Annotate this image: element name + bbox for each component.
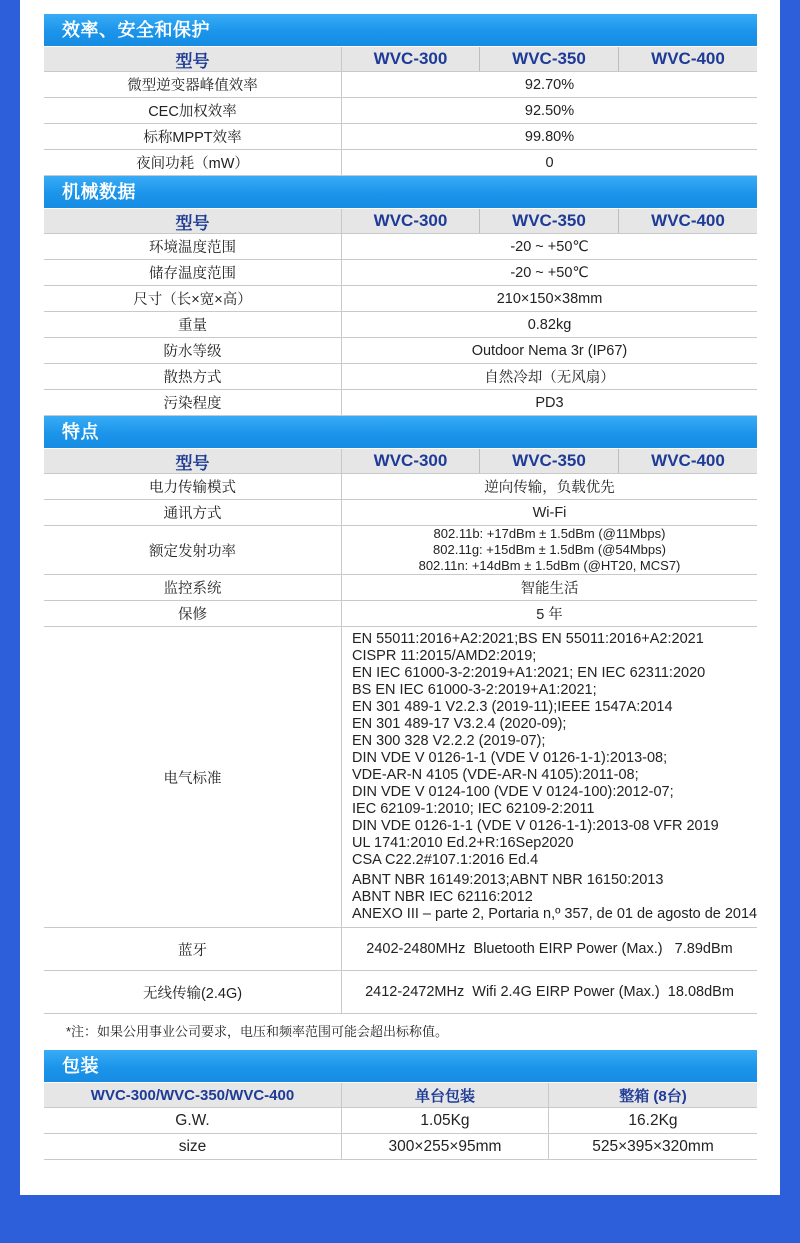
packaging-header-single: 单台包装: [342, 1083, 549, 1107]
spec-row-wifi: [44, 971, 757, 1014]
packaging-label: size: [44, 1134, 342, 1159]
standard-item: EN 301 489-17 V3.2.4 (2020-09);: [352, 716, 567, 732]
standard-item: DIN VDE V 0126-1-1 (VDE V 0126-1-1):2013-08;: [352, 750, 668, 766]
spec-value: 逆向传输，负载优先: [484, 480, 615, 496]
model-header-wvc-300: WVC-300: [342, 47, 480, 71]
tx-power-lines: [419, 526, 681, 574]
standard-item: CISPR 11:2015/AMD2:2019;: [352, 648, 537, 664]
spec-row: [44, 124, 757, 150]
spec-label: 无线传输(2.4G): [44, 971, 342, 1013]
spec-row-standards: [44, 627, 757, 928]
standard-item: UL 1741:2010 Ed.2+R:16Sep2020: [352, 835, 574, 851]
spec-value: 210×150×38mm: [496, 290, 603, 307]
section-title-features: 特点: [44, 416, 757, 448]
standard-item: DIN VDE V 0124-100 (VDE V 0124-100):2012-07;: [352, 784, 674, 800]
standard-item: DIN VDE 0126-1-1 (VDE V 0126-1-1):2013-08 VFR 2019: [352, 818, 719, 834]
spec-value-standards: [342, 627, 757, 927]
spec-row: [44, 286, 757, 312]
model-header-wvc-300: WVC-300: [342, 449, 480, 473]
model-header-label: 型号: [44, 449, 342, 473]
tx-power-line: 802.11g: +15dBm ± 1.5dBm (@54Mbps): [433, 542, 666, 557]
standard-item: EN 301 489-1 V2.2.3 (2019-11);IEEE 1547A:2014: [352, 699, 673, 715]
spec-value: 99.80%: [524, 128, 575, 145]
spec-row: [44, 234, 757, 260]
packaging-row: [44, 1108, 757, 1134]
spec-label: 微型逆变器峰值效率: [44, 72, 342, 97]
spec-value: 0.82kg: [527, 316, 572, 333]
standard-item: BS EN IEC 61000-3-2:2019+A1:2021;: [352, 682, 597, 698]
spec-label: 防水等级: [44, 338, 342, 363]
spec-row: [44, 72, 757, 98]
standard-item: IEC 62109-1:2010; IEC 62109-2:2011: [352, 801, 595, 817]
spec-label: 尺寸（长×宽×高）: [44, 286, 342, 311]
spec-label: 夜间功耗（mW）: [44, 150, 342, 175]
model-header-wvc-400: WVC-400: [651, 49, 725, 68]
spec-value: 2412-2472MHz Wifi 2.4G EIRP Power (Max.) 18.08dBm: [365, 984, 734, 1000]
packaging-header-models: WVC-300/WVC-350/WVC-400: [44, 1083, 342, 1107]
spec-row-bluetooth: [44, 928, 757, 971]
spec-label: 标称MPPT效率: [44, 124, 342, 149]
spec-label: 污染程度: [44, 390, 342, 415]
spec-value: 0: [545, 154, 554, 171]
spec-label: CEC加权效率: [44, 98, 342, 123]
section-title-mechanical: 机械数据: [44, 176, 757, 208]
standard-item: ABNT NBR 16149:2013;ABNT NBR 16150:2013: [352, 872, 664, 888]
packaging-header-row: [44, 1082, 757, 1108]
standard-item: VDE-AR-N 4105 (VDE-AR-N 4105):2011-08;: [352, 767, 639, 783]
model-header-wvc-400: WVC-400: [651, 451, 725, 470]
spec-value: -20 ~ +50℃: [510, 238, 589, 255]
tx-power-line: 802.11n: +14dBm ± 1.5dBm (@HT20, MCS7): [418, 558, 681, 573]
spec-row: [44, 260, 757, 286]
spec-value: 5 年: [536, 607, 563, 623]
spec-row-tx-power: [44, 526, 757, 575]
spec-value: PD3: [535, 394, 564, 411]
model-header-row: [44, 208, 757, 234]
spec-value: Outdoor Nema 3r (IP67): [471, 342, 628, 359]
footnote: *注：如果公用事业公司要求，电压和频率范围可能会超出标称值。: [66, 1024, 449, 1039]
spec-value: 智能生活: [520, 581, 579, 597]
spec-label: 额定发射功率: [44, 526, 342, 574]
spec-label: 散热方式: [44, 364, 342, 389]
packaging-label: G.W.: [44, 1108, 342, 1133]
model-header-wvc-350: WVC-350: [480, 47, 619, 71]
spec-label: 电力传输模式: [44, 474, 342, 499]
spec-label: 通讯方式: [44, 500, 342, 525]
packaging-value: 525×395×320mm: [592, 1137, 714, 1155]
spec-row: [44, 575, 757, 601]
spec-value-tx-power: [342, 526, 757, 574]
spec-row: [44, 338, 757, 364]
spec-sheet-card: [20, 0, 780, 1195]
model-header-label: 型号: [44, 47, 342, 71]
spec-value: -20 ~ +50℃: [510, 264, 589, 281]
model-header-row: [44, 448, 757, 474]
standard-item: ABNT NBR IEC 62116:2012: [352, 889, 533, 905]
model-header-wvc-400: WVC-400: [651, 211, 725, 230]
spec-label: 储存温度范围: [44, 260, 342, 285]
standards-list: [352, 631, 757, 923]
spec-label: 监控系统: [44, 575, 342, 600]
spec-value: 92.50%: [524, 102, 575, 119]
spec-row: [44, 601, 757, 627]
standard-item: EN 300 328 V2.2.2 (2019-07);: [352, 733, 546, 749]
spec-value: 92.70%: [524, 76, 575, 93]
model-header-wvc-300: WVC-300: [342, 209, 480, 233]
spec-value: Wi-Fi: [532, 504, 567, 521]
model-header-wvc-350: WVC-350: [480, 209, 619, 233]
spec-row: [44, 98, 757, 124]
spec-row: [44, 364, 757, 390]
section-title-efficiency: 效率、安全和保护: [44, 14, 757, 46]
section-title-packaging: 包装: [44, 1050, 757, 1082]
spec-content: [44, 14, 757, 1160]
model-header-label: 型号: [44, 209, 342, 233]
packaging-header-carton: 整箱 (8台): [619, 1087, 687, 1105]
spec-label: 蓝牙: [44, 928, 342, 970]
spec-row: [44, 150, 757, 176]
packaging-row: [44, 1134, 757, 1160]
spec-label: 电气标准: [44, 627, 342, 927]
spec-label: 重量: [44, 312, 342, 337]
spec-value: 2402-2480MHz Bluetooth EIRP Power (Max.) 7.89dBm: [366, 941, 733, 957]
spec-label: 环境温度范围: [44, 234, 342, 259]
spec-row: [44, 500, 757, 526]
packaging-value: 1.05Kg: [342, 1108, 549, 1133]
packaging-value: 300×255×95mm: [342, 1134, 549, 1159]
standard-item: ANEXO III – parte 2, Portaria n,º 357, de 01 de agosto de 2014: [352, 906, 758, 922]
spec-row: [44, 312, 757, 338]
standard-item: EN IEC 61000-3-2:2019+A1:2021; EN IEC 62311:2020: [352, 665, 706, 681]
spec-label: 保修: [44, 601, 342, 626]
packaging-value: 16.2Kg: [628, 1111, 678, 1129]
spec-value: 自然冷却（无风扇）: [484, 370, 615, 386]
standard-item: CSA C22.2#107.1:2016 Ed.4: [352, 852, 539, 868]
model-header-wvc-350: WVC-350: [480, 449, 619, 473]
standard-item: EN 55011:2016+A2:2021;BS EN 55011:2016+A2:2021: [352, 631, 704, 647]
tx-power-line: 802.11b: +17dBm ± 1.5dBm (@11Mbps): [433, 526, 666, 541]
spec-row: [44, 474, 757, 500]
model-header-row: [44, 46, 757, 72]
spec-row: [44, 390, 757, 416]
